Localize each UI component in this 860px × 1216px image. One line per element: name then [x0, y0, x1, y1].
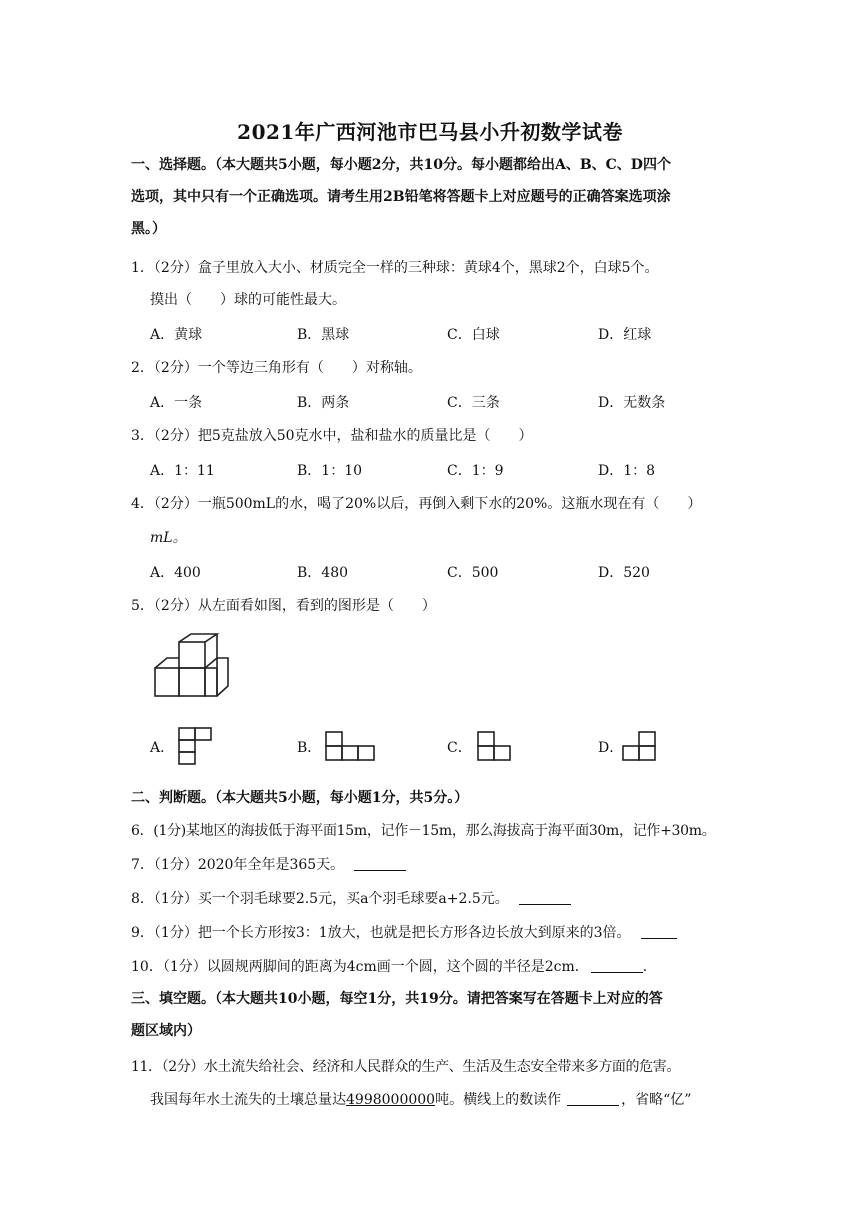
question-4-line1: 4．（2分）一瓶500mL的水，喝了20%以后，再倒入剩下水的20%。这瓶水现在有（ ）	[131, 496, 702, 512]
option-d[interactable]: D．无数条	[598, 395, 666, 411]
option-a[interactable]: A．1：11	[150, 463, 215, 479]
question-1-line1: 1．（2分）盒子里放入大小、材质完全一样的三种球：黄球4个，黑球2个，白球5个。	[131, 260, 659, 276]
option-c[interactable]: C．1：9	[447, 463, 504, 479]
judgement-7	[131, 855, 741, 875]
option-b[interactable]: B．黑球	[297, 327, 350, 343]
section3-heading-line2: 题区域内）	[131, 1023, 201, 1039]
answer-blank[interactable]	[641, 924, 677, 939]
option-a[interactable]: A．400	[150, 565, 201, 581]
question-11-text-c: ，省略“亿”	[621, 1092, 692, 1108]
answer-blank[interactable]	[519, 890, 571, 905]
option-b[interactable]: B．1：10	[297, 463, 363, 479]
option-c[interactable]: C．500	[447, 565, 499, 581]
option-d[interactable]: D．	[598, 740, 624, 756]
question-11-text-b: 吨。横线上的数读作	[435, 1092, 562, 1108]
option-c[interactable]: C．三条	[447, 395, 500, 411]
cube-stack-figure	[150, 632, 232, 700]
question-2-options	[150, 392, 740, 412]
option-d-figure	[620, 730, 660, 764]
judgement-8	[131, 889, 741, 909]
option-b-figure	[323, 730, 379, 764]
option-c[interactable]: C．	[447, 740, 472, 756]
option-d[interactable]: D．红球	[598, 327, 652, 343]
judgement-10	[131, 957, 741, 977]
judgement-10-tail: .	[642, 959, 648, 975]
question-4-options	[150, 562, 740, 582]
option-b[interactable]: B．480	[297, 565, 349, 581]
question-4-line2: mL。	[150, 530, 187, 546]
judgement-10-text: 10．（1分）以圆规两脚间的距离为4cm画一个圆，这个圆的半径是2cm．	[131, 959, 589, 975]
option-a[interactable]: A．黄球	[150, 327, 203, 343]
section1-heading-line3: 黑。）	[131, 221, 166, 237]
judgement-8-text: 8．（1分）买一个羽毛球要2.5元，买a个羽毛球要a+2.5元。	[131, 891, 509, 907]
question-5-line1: 5．（2分）从左面看如图，看到的图形是（ ）	[131, 598, 436, 614]
question-1-line2: 摸出（ ）球的可能性最大。	[150, 292, 346, 308]
question-11-text-a: 我国每年水土流失的土壤总量达	[150, 1092, 346, 1108]
section1-heading-line2: 选项，其中只有一个正确选项。请考生用2B铅笔将答题卡上对应题号的正确答案选项涂	[131, 189, 671, 205]
option-d[interactable]: D．1：8	[598, 463, 656, 479]
page-title: 2021年广西河池市巴马县小升初数学试卷	[237, 120, 623, 144]
question-2-line1: 2．（2分）一个等边三角形有（ ）对称轴。	[131, 360, 422, 376]
judgement-7-text: 7．（1分）2020年全年是365天。	[131, 857, 345, 873]
option-b[interactable]: B．	[297, 740, 322, 756]
section1-heading-line1: 一、选择题。（本大题共5小题，每小题2分，共10分。每小题都给出A、B、C、D四个	[131, 157, 671, 173]
option-d[interactable]: D．520	[598, 565, 650, 581]
question-3-options	[150, 460, 740, 480]
answer-blank[interactable]	[567, 1091, 619, 1106]
section2-heading: 二、判断题。（本大题共5小题，每小题1分，共5分。）	[131, 790, 469, 806]
option-c-figure	[475, 730, 515, 764]
option-a[interactable]: A．	[150, 740, 175, 756]
underlined-number: 4998000000	[346, 1092, 436, 1108]
question-1-options	[150, 324, 740, 344]
judgement-6: 6．(1分)某地区的海拔低于海平面15m，记作－15m，那么海拔高于海平面30m，记作+30m。	[131, 823, 716, 839]
question-11-line2	[150, 1090, 760, 1110]
judgement-9	[131, 923, 741, 943]
question-11-line1: 11．（2分）水土流失给社会、经济和人民群众的生产、生活及生态安全带来多方面的危害。	[131, 1059, 680, 1075]
option-c[interactable]: C．白球	[447, 327, 500, 343]
question-3-line1: 3．（2分）把5克盐放入50克水中，盐和盐水的质量比是（ ）	[131, 428, 533, 444]
answer-blank[interactable]	[591, 958, 643, 973]
answer-blank[interactable]	[354, 856, 406, 871]
option-b[interactable]: B．两条	[297, 395, 350, 411]
option-a-figure	[177, 726, 217, 768]
judgement-9-text: 9．（1分）把一个长方形按3：1放大，也就是把长方形各边长放大到原来的3倍。	[131, 925, 631, 941]
section3-heading-line1: 三、填空题。（本大题共10小题，每空1分，共19分。请把答案写在答题卡上对应的答	[131, 991, 663, 1007]
option-a[interactable]: A．一条	[150, 395, 203, 411]
